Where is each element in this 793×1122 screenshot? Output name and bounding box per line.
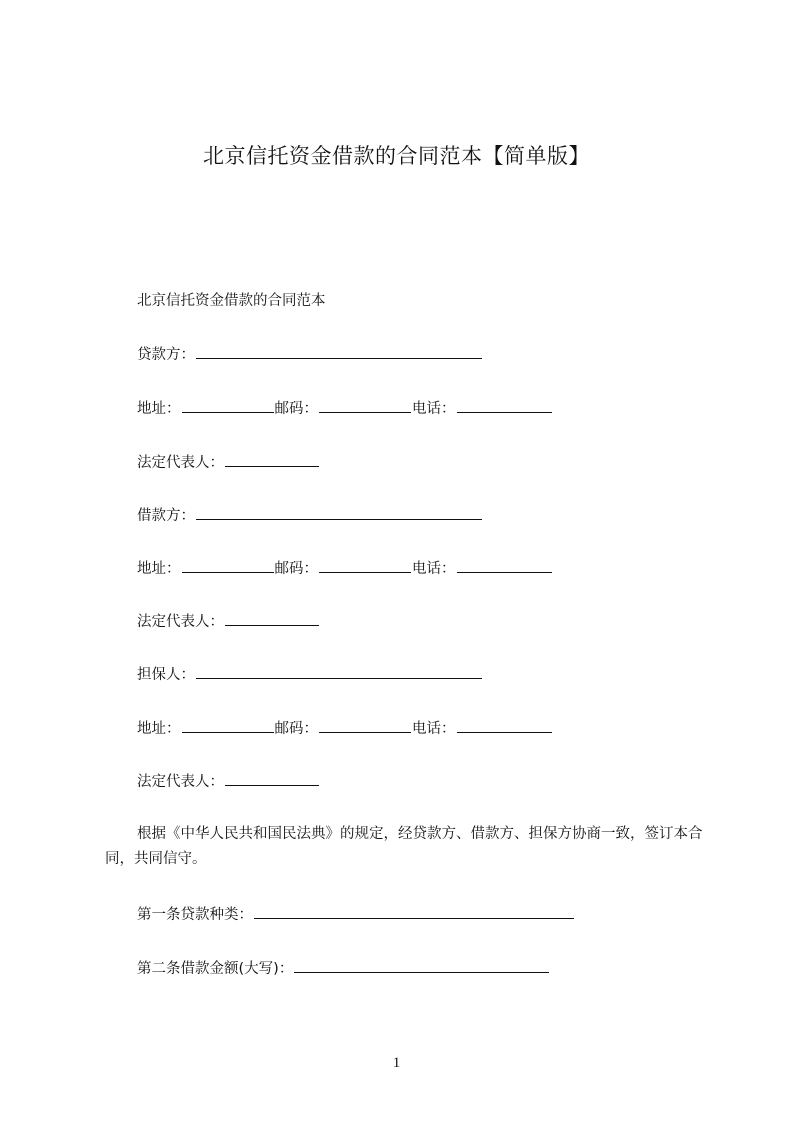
guarantor-rep-line bbox=[137, 771, 320, 792]
guarantor-label: 担保人： bbox=[137, 667, 195, 683]
borrower-postcode-label: 邮码： bbox=[274, 561, 318, 577]
lender-rep-label: 法定代表人： bbox=[137, 455, 224, 471]
lender-line bbox=[137, 344, 483, 365]
guarantor-postcode-label: 邮码： bbox=[274, 721, 318, 737]
intro-paragraph: 根据《中华人民共和国民法典》的规定，经贷款方、借款方、担保方协商一致，签订本合同，共同信守。 bbox=[105, 826, 703, 867]
borrower-name-blank[interactable] bbox=[196, 505, 482, 520]
borrower-phone-label: 电话： bbox=[412, 561, 456, 577]
borrower-postcode-blank[interactable] bbox=[319, 558, 411, 573]
borrower-label: 借款方： bbox=[137, 508, 195, 524]
article-1-label: 第一条贷款种类： bbox=[137, 907, 253, 923]
guarantor-phone-blank[interactable] bbox=[457, 718, 552, 733]
article-1-line bbox=[137, 904, 575, 925]
lender-address-label: 地址： bbox=[137, 401, 181, 417]
lender-phone-label: 电话： bbox=[412, 401, 456, 417]
borrower-phone-blank[interactable] bbox=[457, 558, 552, 573]
borrower-address-label: 地址： bbox=[137, 561, 181, 577]
lender-postcode-label: 邮码： bbox=[274, 401, 318, 417]
borrower-contact-line bbox=[137, 558, 553, 579]
lender-label: 贷款方： bbox=[137, 347, 195, 363]
article-2-line bbox=[137, 958, 550, 979]
guarantor-address-blank[interactable] bbox=[182, 718, 274, 733]
document-title: 北京信托资金借款的合同范本【简单版】 bbox=[203, 144, 590, 168]
lender-rep-blank[interactable] bbox=[225, 452, 319, 467]
page-number: 1 bbox=[392, 1055, 401, 1071]
guarantor-phone-label: 电话： bbox=[412, 721, 456, 737]
lender-contact-line bbox=[137, 398, 553, 419]
guarantor-line bbox=[137, 664, 483, 685]
lender-phone-blank[interactable] bbox=[457, 398, 552, 413]
guarantor-rep-label: 法定代表人： bbox=[137, 774, 224, 790]
borrower-line bbox=[137, 505, 483, 526]
guarantor-rep-blank[interactable] bbox=[225, 771, 319, 786]
contract-subtitle: 北京信托资金借款的合同范本 bbox=[137, 293, 326, 309]
borrower-rep-blank[interactable] bbox=[225, 611, 319, 626]
borrower-rep-line bbox=[137, 611, 320, 632]
guarantor-name-blank[interactable] bbox=[196, 664, 482, 679]
loan-type-blank[interactable] bbox=[254, 904, 574, 919]
guarantor-address-label: 地址： bbox=[137, 721, 181, 737]
guarantor-postcode-blank[interactable] bbox=[319, 718, 411, 733]
article-2-label: 第二条借款金额(大写)： bbox=[137, 961, 294, 977]
lender-name-blank[interactable] bbox=[196, 344, 482, 359]
lender-postcode-blank[interactable] bbox=[319, 398, 411, 413]
borrower-address-blank[interactable] bbox=[182, 558, 274, 573]
lender-rep-line bbox=[137, 452, 320, 473]
lender-address-blank[interactable] bbox=[182, 398, 274, 413]
loan-amount-blank[interactable] bbox=[294, 958, 549, 973]
borrower-rep-label: 法定代表人： bbox=[137, 614, 224, 630]
guarantor-contact-line bbox=[137, 718, 553, 739]
